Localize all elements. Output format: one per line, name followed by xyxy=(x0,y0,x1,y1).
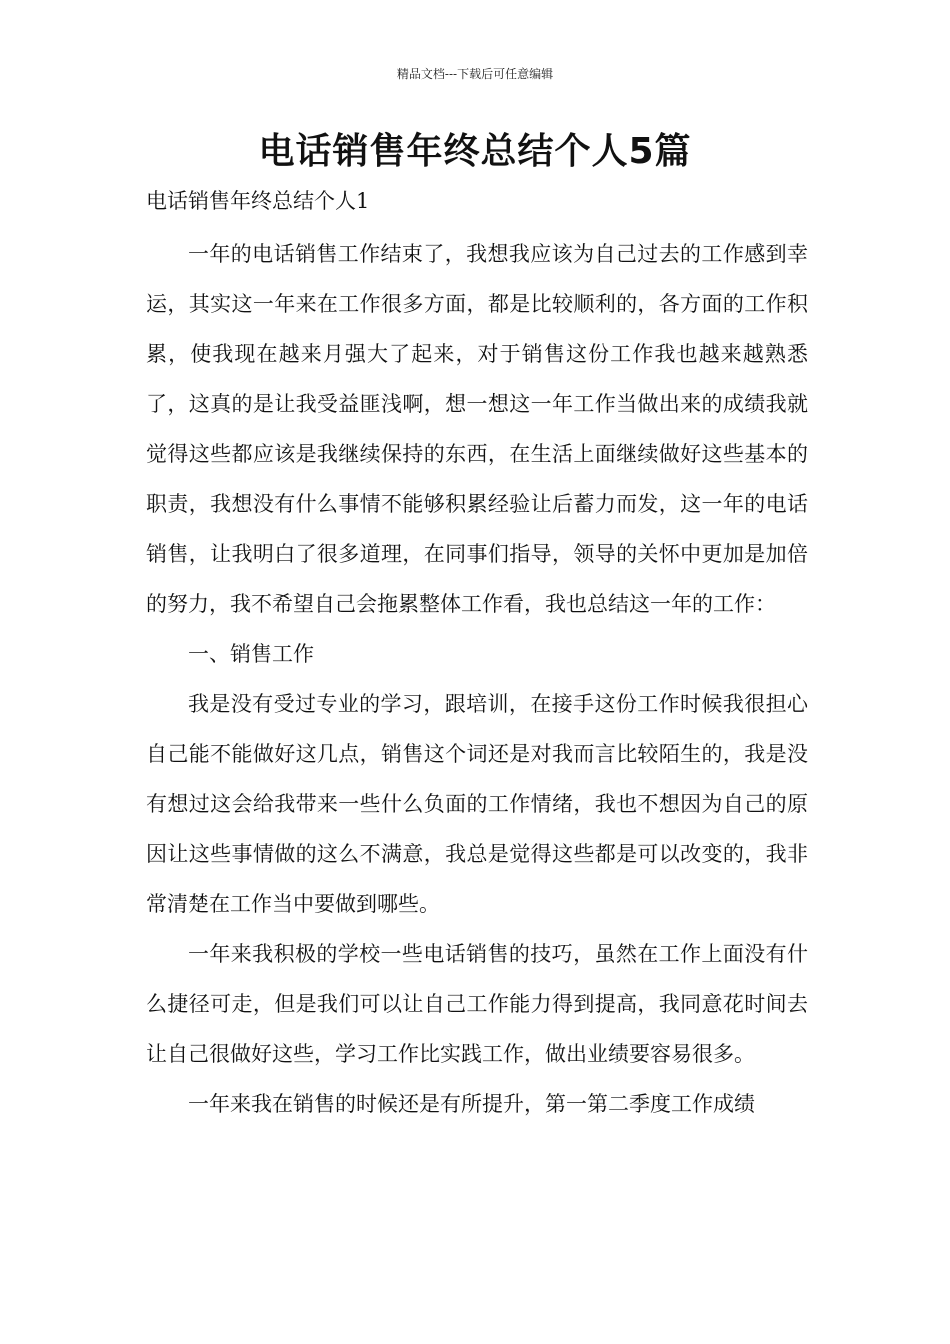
section-heading: 电话销售年终总结个人1 xyxy=(146,189,370,213)
paragraph-intro: 一年的电话销售工作结束了，我想我应该为自己过去的工作感到幸运，其实这一年来在工作很多方面，都是比较顺利的，各方面的工作积累，使我现在越来月强大了起来，对于销售这份工作我也越来越熟悉了，这真的是让我受益匪浅啊，想一想这一年工作当做出来的成绩我就觉得这些都应该是我继续保持的东西，在生活上面继续做好这些基本的职责，我想没有什么事情不能够积累经验让后蓄力而发，这一年的电话销售，让我明白了很多道理，在同事们指导，领导的关怀中更加是加倍的努力，我不希望自己会拖累整体工作看，我也总结这一年的工作： xyxy=(146,242,808,616)
header-note: 精品文档---下载后可任意编辑 xyxy=(396,67,554,81)
paragraph-training: 我是没有受过专业的学习，跟培训，在接手这份工作时候我很担心自己能不能做好这几点，销售这个词还是对我而言比较陌生的，我是没有想过这会给我带来一些什么负面的工作情绪，我也不想因为自己的原因让这些事情做的这么不满意，我总是觉得这些都是可以改变的，我非常清楚在工作当中要做到哪些。 xyxy=(146,692,808,916)
subheading-sales-work: 一、销售工作 xyxy=(188,642,314,666)
paragraph-progress: 一年来我在销售的时候还是有所提升，第一第二季度工作成绩 xyxy=(188,1092,755,1116)
document-title: 电话销售年终总结个人5篇 xyxy=(258,131,692,172)
paragraph-skills: 一年来我积极的学校一些电话销售的技巧，虽然在工作上面没有什么捷径可走，但是我们可以让自己工作能力得到提高，我同意花时间去让自己很做好这些，学习工作比实践工作，做出业绩要容易很多。 xyxy=(146,942,808,1066)
document-body xyxy=(146,229,808,1129)
